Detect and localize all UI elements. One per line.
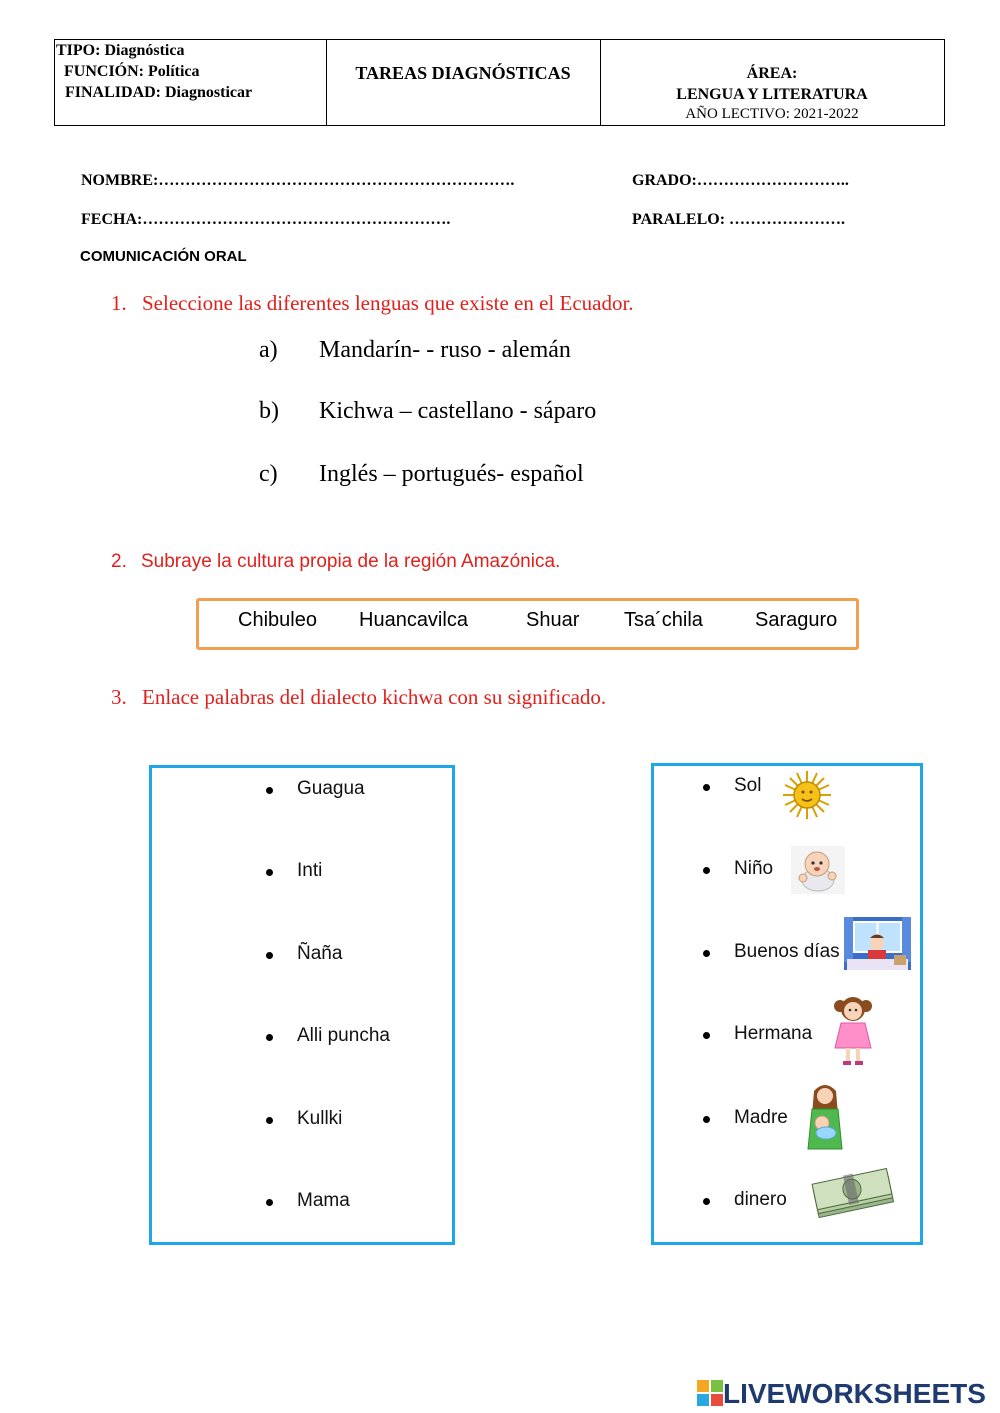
- school-year: AÑO LECTIVO: 2021-2022: [685, 106, 859, 122]
- kichwa-word[interactable]: Mama: [297, 1190, 350, 1211]
- bullet-icon: [703, 1116, 710, 1123]
- meaning-word[interactable]: Hermana: [734, 1023, 813, 1044]
- option-text: Inglés – portugués- español: [319, 461, 584, 487]
- bullet-icon: [703, 950, 710, 957]
- bullet-icon: [703, 784, 710, 791]
- page-title: TAREAS DIAGNÓSTICAS: [355, 63, 571, 83]
- grado-field[interactable]: GRADO:………………………..: [632, 172, 849, 189]
- option-letter: a): [259, 337, 278, 363]
- section-title: COMUNICACIÓN ORAL: [80, 248, 247, 265]
- finalidad-label: FINALIDAD: Diagnosticar: [65, 84, 253, 101]
- option-text: Mandarín- - ruso - alemán: [319, 337, 571, 363]
- nombre-field[interactable]: NOMBRE:………………………………………………………….: [81, 172, 515, 189]
- bullet-icon: [266, 1199, 273, 1206]
- kichwa-word[interactable]: Ñaña: [297, 943, 343, 964]
- kichwa-word[interactable]: Alli puncha: [297, 1025, 390, 1046]
- tipo-label: TIPO: Diagnóstica: [56, 42, 185, 59]
- girl-icon: [829, 993, 877, 1068]
- meaning-word[interactable]: Niño: [734, 858, 774, 879]
- header-table: [54, 39, 945, 126]
- meaning-word[interactable]: Madre: [734, 1107, 788, 1128]
- liveworksheets-logo: [697, 1378, 986, 1410]
- q1-text: Seleccione las diferentes lenguas que existe en el Ecuador.: [142, 291, 634, 315]
- option-letter: c): [259, 461, 278, 487]
- bullet-icon: [266, 1117, 273, 1124]
- logo-icon: [697, 1380, 723, 1406]
- bullet-icon: [703, 1198, 710, 1205]
- culture-option[interactable]: Huancavilca: [359, 609, 468, 631]
- header-title-cell: [326, 40, 601, 125]
- kichwa-word[interactable]: Kullki: [297, 1108, 343, 1129]
- paralelo-field[interactable]: PARALELO: ………………….: [632, 211, 846, 228]
- money-icon: [809, 1168, 897, 1220]
- area-label: ÁREA:: [746, 65, 798, 82]
- brand-name: LIVEWORKSHEETS: [723, 1378, 986, 1409]
- q3-text: Enlace palabras del dialecto kichwa con su significado.: [142, 685, 607, 709]
- kichwa-word[interactable]: Guagua: [297, 778, 365, 799]
- bullet-icon: [266, 869, 273, 876]
- q2-number: 2.: [111, 551, 127, 572]
- fecha-field[interactable]: FECHA:………………………………………………….: [81, 211, 451, 228]
- area-value: LENGUA Y LITERATURA: [676, 86, 868, 103]
- header-area-cell: [600, 40, 944, 125]
- mother-icon: [804, 1081, 846, 1151]
- bullet-icon: [266, 1034, 273, 1041]
- option-text: Kichwa – castellano - sáparo: [319, 398, 597, 424]
- culture-option[interactable]: Saraguro: [755, 609, 838, 631]
- funcion-label: FUNCIÓN: Política: [64, 63, 200, 80]
- culture-option[interactable]: Shuar: [526, 609, 580, 631]
- option-letter: b): [259, 398, 279, 424]
- sun-icon: [780, 769, 834, 821]
- morning-icon: [844, 917, 911, 970]
- meaning-word[interactable]: dinero: [734, 1189, 787, 1210]
- culture-option[interactable]: Chibuleo: [238, 609, 317, 631]
- baby-icon: [791, 846, 845, 894]
- q2-text: Subraye la cultura propia de la región Amazónica.: [141, 551, 561, 572]
- header-type-cell: [55, 40, 327, 125]
- meaning-word[interactable]: Sol: [734, 775, 762, 796]
- q1-number: 1.: [111, 291, 127, 315]
- bullet-icon: [266, 952, 273, 959]
- bullet-icon: [266, 787, 273, 794]
- kichwa-word[interactable]: Inti: [297, 860, 323, 881]
- bullet-icon: [703, 1032, 710, 1039]
- bullet-icon: [703, 867, 710, 874]
- culture-option[interactable]: Tsa´chila: [624, 609, 703, 631]
- meaning-word[interactable]: Buenos días: [734, 941, 840, 962]
- q3-number: 3.: [111, 685, 127, 709]
- kichwa-words-box: [149, 765, 455, 1245]
